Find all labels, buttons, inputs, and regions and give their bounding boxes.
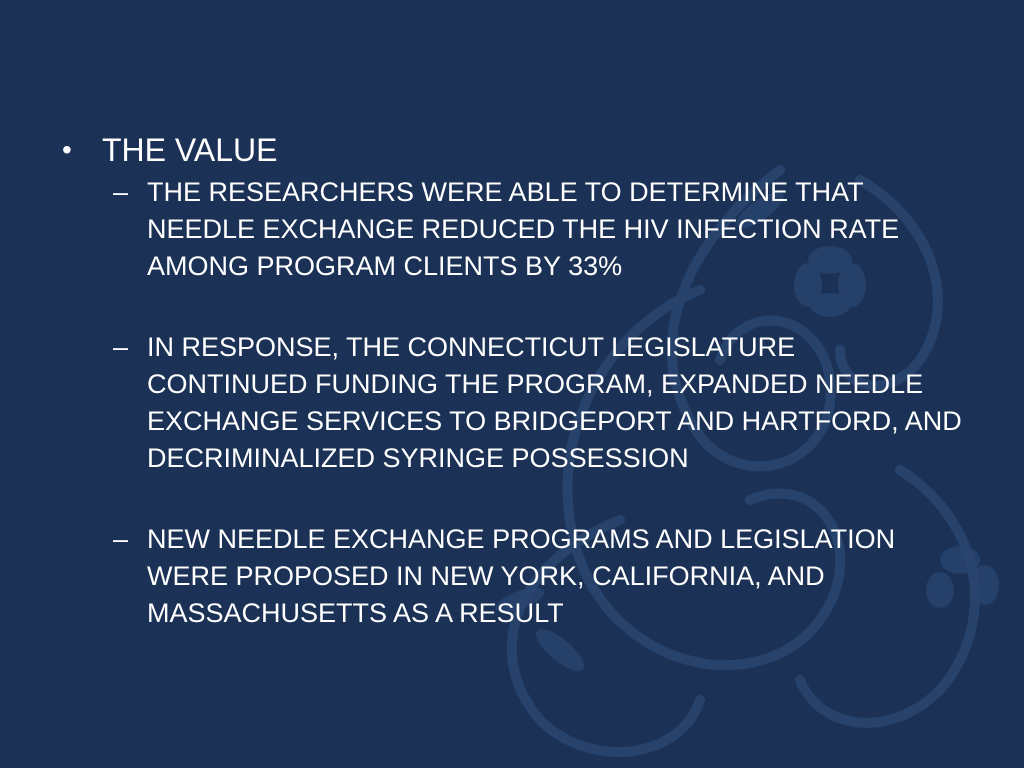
heading-bullet [62,130,982,170]
dash-marker: – [113,524,129,554]
sub-bullet [113,329,962,477]
dash-marker: – [113,177,129,207]
sub-bullet-text: IN RESPONSE, THE CONNECTICUT LEGISLATURE CONTINUED FUNDING THE PROGRAM, EXPANDED NEEDLE EXCHANGE SERVICES TO BRIDGEPORT AND HARTFORD, AND DECRIMINALIZED SYRINGE POSSESSION [147,332,962,473]
slide-content [62,130,982,676]
bullet-marker: • [62,134,72,165]
sub-bullet [113,174,962,285]
sub-bullet-text: NEW NEEDLE EXCHANGE PROGRAMS AND LEGISLATION WERE PROPOSED IN NEW YORK, CALIFORNIA, AND MASSACHUSETTS AS A RESULT [147,524,896,628]
sub-bullet [113,521,962,632]
heading-text: THE VALUE [102,132,278,168]
dash-marker: – [113,332,129,362]
sub-bullet-text: THE RESEARCHERS WERE ABLE TO DETERMINE THAT NEEDLE EXCHANGE REDUCED THE HIV INFECTION RATE AMONG PROGRAM CLIENTS BY 33% [147,177,900,281]
